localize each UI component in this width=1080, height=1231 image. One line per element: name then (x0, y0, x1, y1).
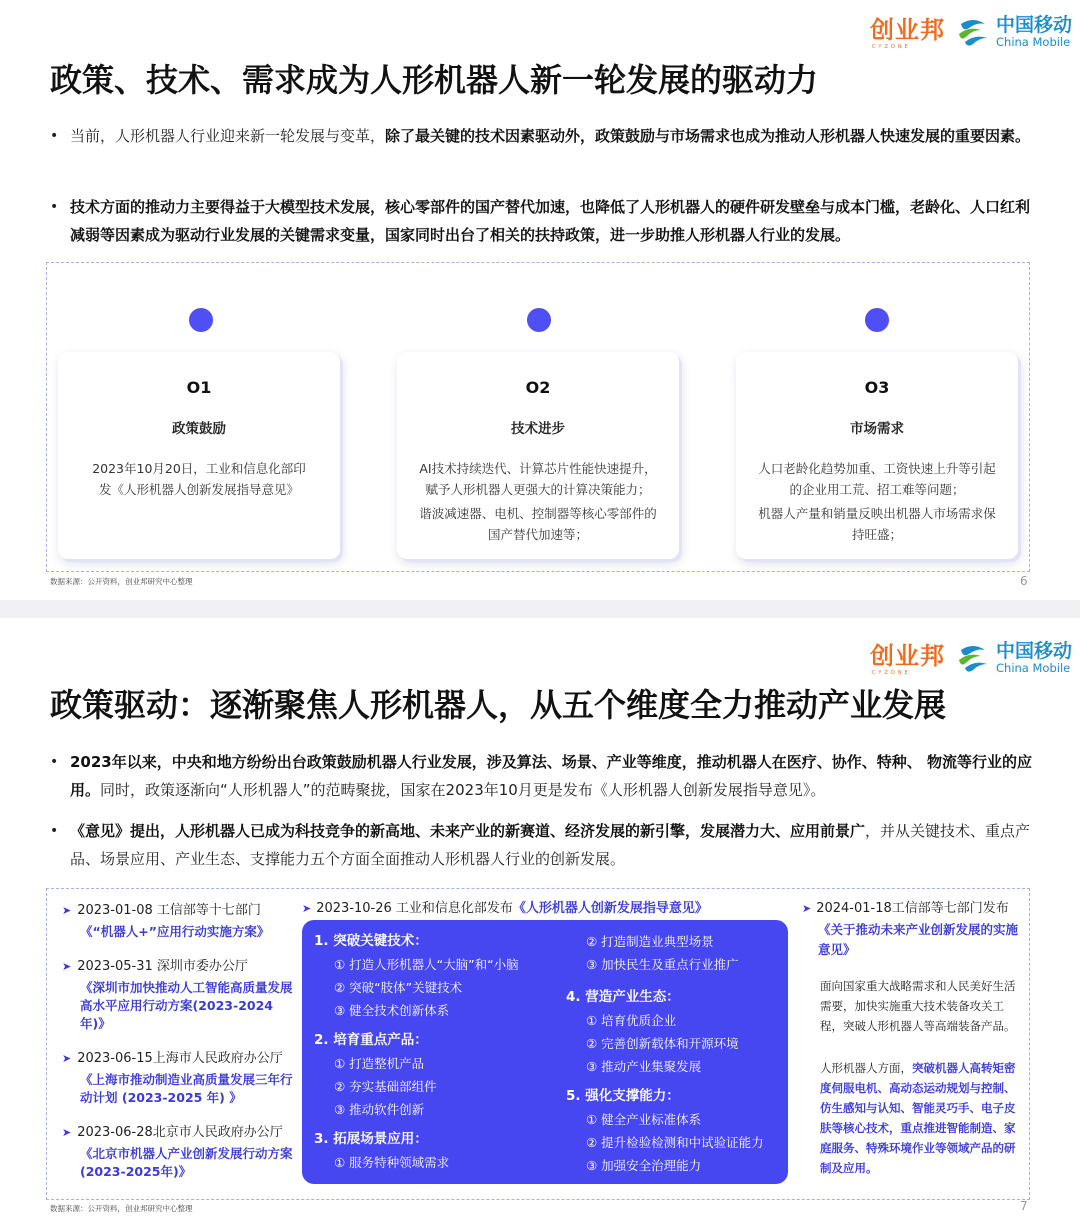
timeline-date-issuer: 2023-01-08 工信部等十七部门 (77, 903, 261, 918)
arrow-icon: ➤ (302, 902, 312, 915)
card-body (58, 458, 340, 500)
future-industry-text: 面向国家重大战略需求和人民美好生活需要，加快实施重大技术装备攻关工程，突破人形机器人等高端装备产品。 (820, 979, 1016, 1033)
arrow-icon: ➤ (62, 1052, 72, 1065)
future-industry-date-issuer: 2024-01-18工信部等七部门发布 (816, 901, 1009, 916)
timeline-item (62, 958, 297, 1033)
marker-dot (189, 308, 213, 332)
driver-card-market (736, 352, 1018, 559)
timeline-date-issuer: 2023-05-31 深圳市委办公厅 (77, 959, 248, 974)
guideline-section: 5. 强化支撑能力： (566, 1088, 680, 1104)
card-text: 2023年10月20日，工业和信息化部印发《人形机器人创新发展指导意见》 (92, 461, 306, 497)
timeline-head (62, 902, 297, 920)
bullet-1 (50, 748, 1035, 804)
card-text: 谐波减速器、电机、控制器等核心零部件的国产替代加速等； (419, 506, 657, 542)
data-source: 数据来源：公开资料，创业邦研究中心整理 (50, 577, 193, 586)
timeline-item (62, 1050, 297, 1107)
card-number: O3 (864, 378, 890, 397)
arrow-icon: ➤ (62, 960, 72, 973)
marker-dot (527, 308, 551, 332)
china-mobile-icon (955, 640, 991, 676)
guideline-item: ① 培育优质企业 (586, 1013, 677, 1028)
card-heading: 市场需求 (850, 421, 904, 437)
timeline-date-issuer: 2023-06-15上海市人民政府办公厅 (77, 1051, 283, 1066)
guideline-item: ③ 推动软件创新 (334, 1102, 425, 1117)
future-industry-head (802, 900, 1024, 918)
future-industry-text-2 (820, 1058, 1020, 1178)
bullet-text: 同时，政策逐渐向“人形机器人”的范畴聚拢，国家在2023年10月更是发布《人形机器人创新发展指导意见》。 (100, 781, 826, 799)
bullet-dot: • (50, 754, 59, 770)
driver-card-technology (397, 352, 679, 559)
card-number: O2 (525, 378, 551, 397)
guideline-panel (302, 920, 788, 1184)
guideline-col-right (566, 930, 764, 1177)
bullet-dot: • (50, 823, 59, 839)
card-heading: 技术进步 (511, 421, 565, 437)
timeline-doc: 《“机器人+”应用行动实施方案》 (80, 924, 270, 939)
arrow-icon: ➤ (62, 1126, 72, 1139)
guideline-item: ③ 加强安全治理能力 (586, 1158, 702, 1173)
guideline-item: ② 完善创新载体和开源环境 (586, 1036, 739, 1051)
card-number: O1 (186, 378, 212, 397)
timeline-item (62, 1124, 297, 1181)
china-mobile-icon (955, 14, 991, 50)
slide-divider (0, 600, 1080, 618)
guideline-item: ① 打造人形机器人“大脑”和“小脑 (334, 957, 519, 972)
bullet-text-bold: 除了最关键的技术因素驱动外，政策鼓励与市场需求也成为推动人形机器人快速发展的重要因素。 (385, 127, 1031, 145)
bullet-text-bold: 技术方面的推动力主要得益于大模型技术发展，核心零部件的国产替代加速，也降低了人形机器人的硬件研发壁垒与成本门槛，老龄化、人口红利减弱等因素成为驱动行业发展的关键需求变量，国家同时出台了相关的扶持政策，进一步助推人形机器人行业的发展。 (70, 198, 1031, 244)
timeline-item (62, 902, 297, 941)
cyzone-logo: 创业邦 (870, 642, 945, 670)
guideline-date-issuer: 2023-10-26 工业和信息化部发布 (316, 901, 513, 916)
card-text: 机器人产量和销量反映出机器人市场需求保持旺盛； (758, 506, 996, 542)
driver-card-policy (58, 352, 340, 559)
card-body (397, 458, 679, 545)
guideline-item: ② 提升检验检测和中试验证能力 (586, 1135, 764, 1150)
guideline-item: ② 夯实基础部组件 (334, 1079, 437, 1094)
bullet-dot: • (50, 128, 59, 144)
guideline-section: 4. 营造产业生态： (566, 989, 680, 1005)
cyzone-logo-sub: CYZONE (872, 670, 911, 676)
guideline-item: ① 服务特种领域需求 (334, 1155, 450, 1170)
card-text: 人口老龄化趋势加重、工资快速上升等引起的企业用工荒、招工难等问题； (758, 461, 996, 497)
guideline-section: 1. 突破关键技术： (314, 933, 428, 949)
china-mobile-name-en: China Mobile (996, 661, 1071, 675)
slide-6 (0, 0, 1080, 600)
guideline-item: ① 打造整机产品 (334, 1056, 425, 1071)
bullet-2 (50, 817, 1035, 873)
future-industry-text-highlight: 突破机器人高转矩密度伺服电机、高动态运动规划与控制、仿生感知与认知、智能灵巧手、电子皮肤等核心技术，重点推进智能制造、家庭服务、特殊环境作业等领域产品的研制及应用。 (820, 1061, 1016, 1175)
card-heading: 政策鼓励 (172, 421, 226, 437)
slide-7 (0, 618, 1080, 1231)
page-title: 政策、技术、需求成为人形机器人新一轮发展的驱动力 (50, 61, 819, 99)
timeline-doc: 《北京市机器人产业创新发展行动方案(2023-2025年)》 (80, 1146, 293, 1179)
page-number: 7 (1020, 1199, 1028, 1213)
timeline-head (62, 1124, 297, 1142)
guideline-item: ③ 健全技术创新体系 (334, 1003, 450, 1018)
future-industry-text-plain: 人形机器人方面， (820, 1061, 912, 1075)
guideline-doc: 《人形机器人创新发展指导意见》 (512, 901, 708, 916)
timeline-doc: 《上海市推动制造业高质量发展三年行动计划 (2023-2025 年) 》 (80, 1072, 293, 1105)
bullet-text: 当前，人形机器人行业迎来新一轮发展与变革， (70, 127, 386, 145)
timeline-head (62, 958, 297, 976)
cyzone-logo: 创业邦 (870, 16, 945, 44)
marker-dot (865, 308, 889, 332)
page-number: 6 (1020, 574, 1028, 588)
timeline-head (62, 1050, 297, 1068)
guideline-item: ② 打造制造业典型场景 (586, 934, 714, 949)
timeline-doc: 《深圳市加快推动人工智能高质量发展高水平应用行动方案(2023-2024年)》 (80, 980, 293, 1031)
data-source: 数据来源：公开资料，创业邦研究中心整理 (50, 1204, 193, 1213)
guideline-item: ② 突破“肢体”关键技术 (334, 980, 463, 995)
guideline-item: ① 健全产业标准体系 (586, 1112, 702, 1127)
bullet-2 (50, 193, 1035, 249)
card-text: AI技术持续迭代、计算芯片性能快速提升，赋予人形机器人更强大的计算决策能力； (419, 461, 657, 497)
guideline-head (302, 900, 708, 918)
bullet-text-bold: 2023年以来，中央和地方纷纷出台政策鼓励机器人行业发展，涉及算法、场景、产业等维度，推动机器人在医疗、协作、特种、 物流等行业的应用。 (70, 753, 1032, 799)
bullet-text-bold: 《意见》提出，人形机器人已成为科技竞争的新高地、未来产业的新赛道、经济发展的新引擎，发展潜力大、应用前景广 (70, 822, 866, 840)
guideline-item: ③ 推动产业集聚发展 (586, 1059, 702, 1074)
bullet-dot: • (50, 199, 59, 215)
bullet-1 (50, 122, 1035, 150)
bullet-text: ，并从关键技术、重点产品、场景应用、产业生态、支撑能力五个方面全面推动人形机器人行业的创新发展。 (70, 822, 1031, 868)
guideline-col-left (314, 930, 519, 1174)
guideline-section: 2. 培育重点产品： (314, 1032, 428, 1048)
guideline-item: ③ 加快民生及重点行业推广 (586, 957, 739, 972)
page-title: 政策驱动：逐渐聚焦人形机器人，从五个维度全力推动产业发展 (50, 686, 947, 724)
cyzone-logo-sub: CYZONE (872, 44, 911, 50)
arrow-icon: ➤ (62, 904, 72, 917)
arrow-icon: ➤ (802, 902, 812, 915)
china-mobile-name: 中国移动 (996, 14, 1073, 36)
guideline-section: 3. 拓展场景应用： (314, 1131, 428, 1147)
timeline-date-issuer: 2023-06-28北京市人民政府办公厅 (77, 1125, 283, 1140)
china-mobile-name: 中国移动 (996, 640, 1073, 662)
card-body (736, 458, 1018, 545)
future-industry-doc: 《关于推动未来产业创新发展的实施意见》 (818, 922, 1019, 957)
china-mobile-name-en: China Mobile (996, 35, 1071, 49)
